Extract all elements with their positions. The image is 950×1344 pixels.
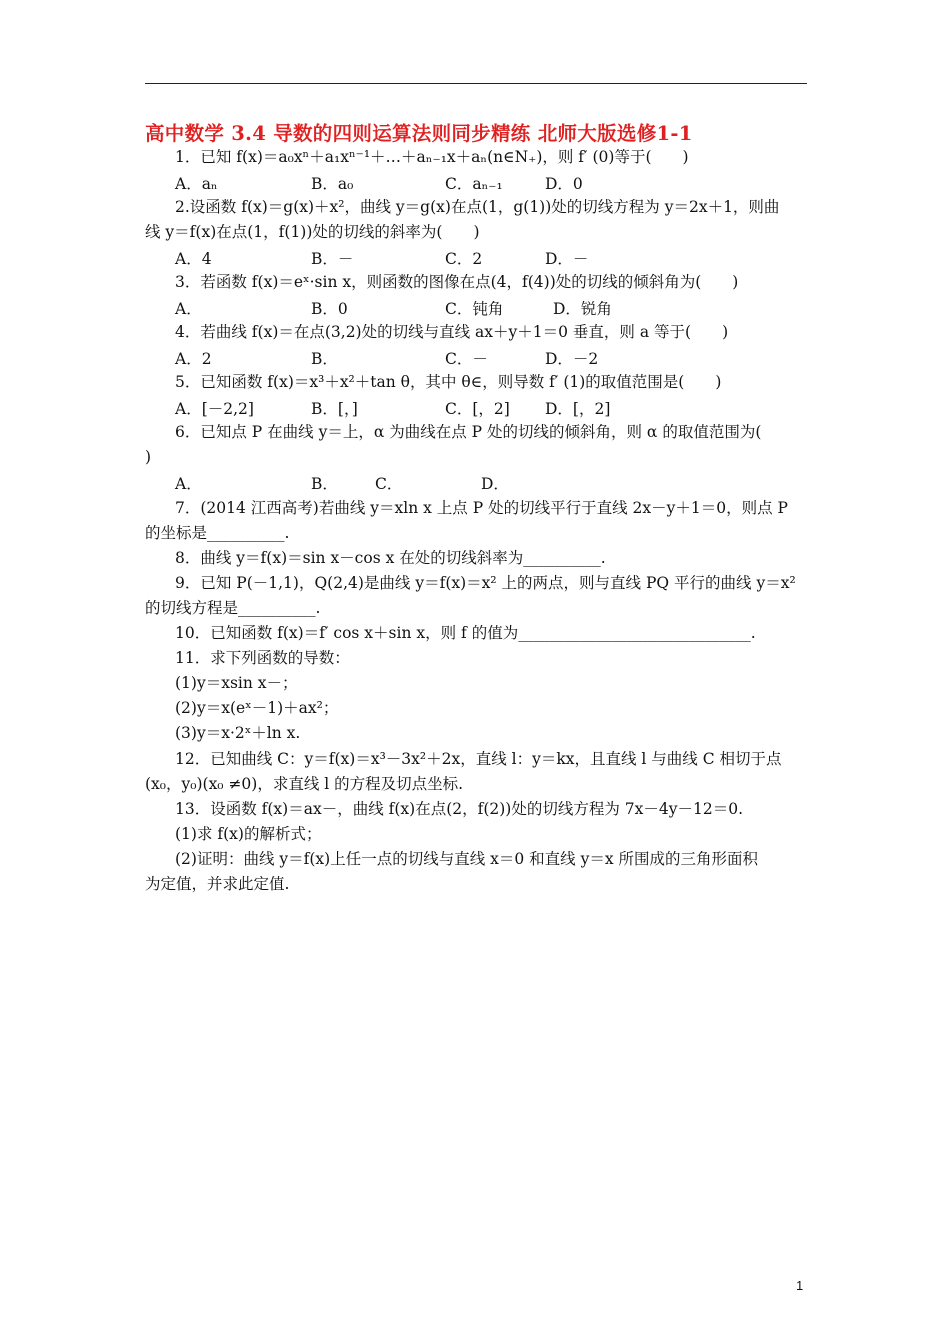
header-rule xyxy=(145,83,807,84)
options-q4 xyxy=(175,347,815,367)
option-a: A．aₙ xyxy=(175,175,218,193)
option-d: D．0 xyxy=(545,175,583,193)
question-9-line-1: 9．已知 P(－1,1)，Q(2,4)是曲线 y＝f(x)＝x² 上的两点，则与直线 PQ 平行的曲线 y＝x² xyxy=(175,574,796,592)
question-11-part-3: (3)y＝x·2ˣ＋ln x. xyxy=(175,724,301,742)
option-d: D．－ xyxy=(545,250,589,268)
option-c: C．－ xyxy=(445,350,488,368)
option-d: D． xyxy=(481,475,509,493)
question-2-line-1: 2.设函数 f(x)＝g(x)＋x²，曲线 y＝g(x)在点(1，g(1))处的切线方程为 y＝2x＋1，则曲 xyxy=(175,198,780,216)
option-a: A． xyxy=(175,300,202,318)
question-11-part-1: (1)y＝xsin x－； xyxy=(175,674,298,692)
option-b: B．[，] xyxy=(311,400,358,418)
question-11: 11．求下列函数的导数： xyxy=(175,649,350,667)
question-13: 13．设函数 f(x)＝ax－，曲线 f(x)在点(2，f(2))处的切线方程为 7x－4y－12＝0. xyxy=(175,800,744,818)
options-q6 xyxy=(175,472,815,492)
question-5: 5．已知函数 f(x)＝x³＋x²＋tan θ，其中 θ∈，则导数 f′ (1)的取值范围是( ) xyxy=(175,373,722,391)
option-b: B．a₀ xyxy=(311,175,354,193)
question-2-line-2: 线 y＝f(x)在点(1，f(1))处的切线的斜率为( ) xyxy=(145,223,480,241)
option-b: B．0 xyxy=(311,300,348,318)
question-6-line-1: 6．已知点 P 在曲线 y＝上，α 为曲线在点 P 处的切线的倾斜角，则 α 的取值范围为( xyxy=(175,423,762,441)
option-a: A． xyxy=(175,475,202,493)
question-13-part-1: (1)求 f(x)的解析式； xyxy=(175,825,322,843)
option-b: B． xyxy=(311,350,338,368)
option-c: C．2 xyxy=(445,250,483,268)
option-c: C．钝角 xyxy=(445,300,504,318)
option-d: D．[，2] xyxy=(545,400,611,418)
option-b: B． xyxy=(311,475,338,493)
question-12-line-2: (x₀，y₀)(x₀ ≠0)，求直线 l 的方程及切点坐标. xyxy=(145,775,464,793)
question-9-line-2: 的切线方程是__________. xyxy=(145,599,321,617)
question-13-part-2-line-1: (2)证明：曲线 y＝f(x)上任一点的切线与直线 x＝0 和直线 y＝x 所围成的三角形面积 xyxy=(175,850,759,868)
option-a: A．4 xyxy=(175,250,212,268)
option-b: B．－ xyxy=(311,250,354,268)
option-a: A．[－2,2] xyxy=(175,400,254,418)
question-12-line-1: 12．已知曲线 C：y＝f(x)＝x³－3x²＋2x，直线 l：y＝kx，且直线 l 与曲线 C 相切于点 xyxy=(175,750,782,768)
question-1: 1．已知 f(x)＝a₀xⁿ＋a₁xⁿ⁻¹＋…＋aₙ₋₁x＋aₙ(n∈N₊)，则 f′ (0)等于( ) xyxy=(175,148,689,166)
option-a: A．2 xyxy=(175,350,212,368)
option-c: C．aₙ₋₁ xyxy=(445,175,503,193)
question-10: 10．已知函数 f(x)＝f′ cos x＋sin x，则 f 的值为______________________________. xyxy=(175,624,756,642)
question-8: 8．曲线 y＝f(x)＝sin x－cos x 在处的切线斜率为__________. xyxy=(175,549,606,567)
question-13-part-2-line-2: 为定值，并求此定值. xyxy=(145,875,290,893)
question-11-part-2: (2)y＝x(eˣ－1)＋ax²； xyxy=(175,699,339,717)
options-q2 xyxy=(175,247,815,267)
question-6-line-2: ) xyxy=(145,448,152,466)
question-7-line-1: 7．(2014 江西高考)若曲线 y＝xln x 上点 P 处的切线平行于直线 2x－y＋1＝0，则点 P xyxy=(175,499,788,517)
document-title: 高中数学 3.4 导数的四则运算法则同步精练 北师大版选修1-1 xyxy=(145,122,693,145)
option-c: C． xyxy=(375,475,403,493)
option-d: D．－2 xyxy=(545,350,599,368)
question-3: 3．若函数 f(x)＝eˣ·sin x，则函数的图像在点(4，f(4))处的切线的倾斜角为( ) xyxy=(175,273,739,291)
question-4: 4．若曲线 f(x)＝在点(3,2)处的切线与直线 ax＋y＋1＝0 垂直，则 a 等于( ) xyxy=(175,323,729,341)
page-number: 1 xyxy=(796,1278,804,1293)
option-c: C．[，2] xyxy=(445,400,510,418)
options-q5 xyxy=(175,397,815,417)
options-q1 xyxy=(175,172,815,192)
question-7-line-2: 的坐标是__________. xyxy=(145,524,290,542)
option-d: D．锐角 xyxy=(553,300,612,318)
options-q3 xyxy=(175,297,815,317)
